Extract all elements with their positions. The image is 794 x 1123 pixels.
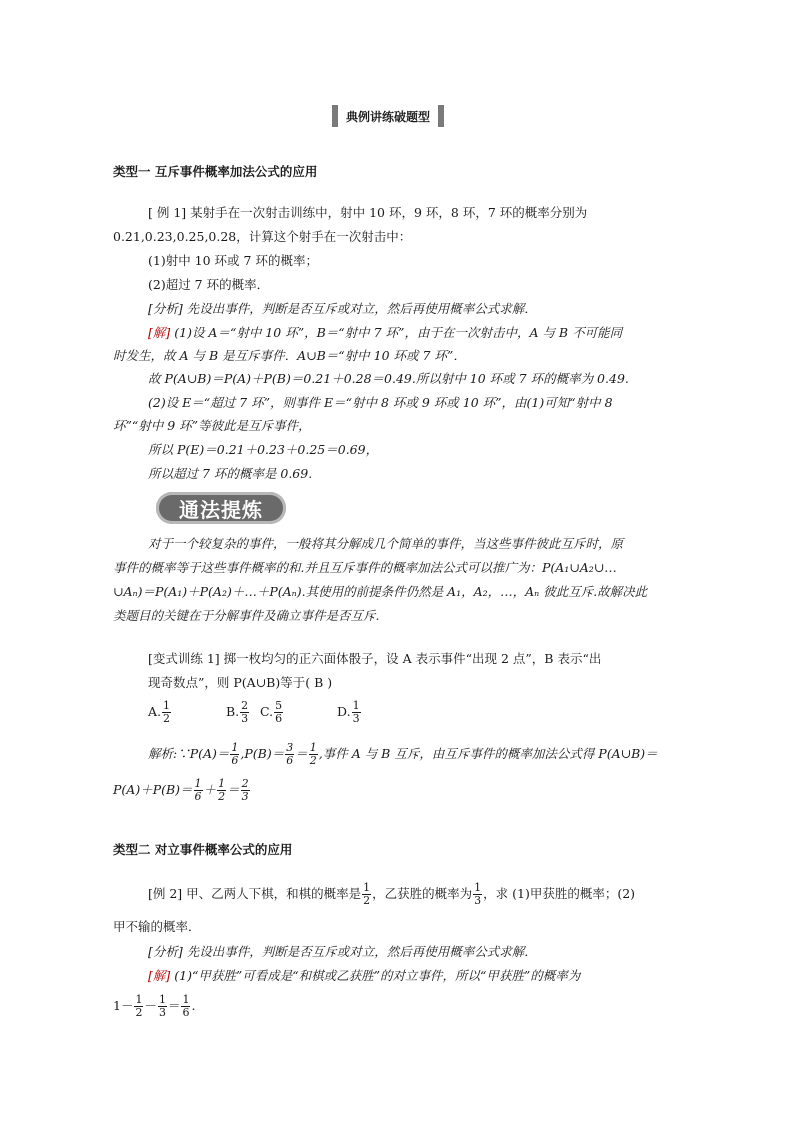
example1-solution-line2: 时发生，故 A 与 B 是互斥事件．A∪B＝“射中 10 环或 7 环”． xyxy=(113,348,466,363)
page-title xyxy=(332,104,444,128)
method-summary-badge: 通法提炼 xyxy=(156,492,286,524)
example2-solution-line2: 1－ $\frac{1}{2}$ － $\frac{1}{3}$ ＝ $\frac{1}{6}$ . xyxy=(113,993,196,1019)
summary-line3: ∪Aₙ)＝P(A₁)＋P(A₂)＋…＋P(Aₙ).其使用的前提条件仍然是 A₁，A₂，…，Aₙ 彼此互斥.故解决此 xyxy=(113,584,648,599)
title-left-bar xyxy=(332,105,338,127)
example1-analysis: [分析] 先设出事件，判断是否互斥或对立，然后再使用概率公式求解． xyxy=(148,301,537,316)
example1-line1: [ 例 1] 某射手在一次射击训练中，射中 10 环，9 环，8 环，7 环的概率分别为 xyxy=(148,205,588,220)
option-b: B. $\frac{2}{3}$ xyxy=(226,699,249,725)
example1-solution-line6: 所以 P(E)＝0.21＋0.23＋0.25＝0.69， xyxy=(148,442,379,457)
title-text: 典例讲练破题型 xyxy=(346,109,431,124)
example1-solution-line1: [解] (1)设 A＝“射中 10 环”，B＝“射中 7 环”，由于在一次射击中，A 与 B 不可能同 xyxy=(148,325,623,340)
solution-tag: [解] xyxy=(148,968,171,983)
title-right-bar xyxy=(438,105,444,127)
summary-line4: 类题目的关键在于分解事件及确立事件是否互斥. xyxy=(113,608,380,623)
example1-q1: (1)射中 10 环或 7 环的概率； xyxy=(148,253,318,268)
section2-heading: 类型二 对立事件概率公式的应用 xyxy=(113,842,293,857)
example2-solution-line1: [解] (1)“甲获胜”可看成是“和棋或乙获胜”的对立事件，所以“甲获胜”的概率为 xyxy=(148,968,581,983)
example1-solution-line3: 故 P(A∪B)＝P(A)＋P(B)＝0.21＋0.28＝0.49.所以射中 10 环或 7 环的概率为 0.49. xyxy=(148,371,629,386)
summary-line2: 事件的概率等于这些事件概率的和.并且互斥事件的概率加法公式可以推广为：P(A₁∪A₂∪… xyxy=(113,560,617,575)
example1-line2: 0.21,0.23,0.25,0.28，计算这个射手在一次射击中： xyxy=(113,229,412,244)
example1-solution-line7: 所以超过 7 环的概率是 0.69. xyxy=(148,466,313,481)
variant1-line1: [变式训练 1] 掷一枚均匀的正六面体骰子，设 A 表示事件“出现 2 点”，B 表示“出 xyxy=(148,651,602,666)
variant1-explanation-line1: 解析:∵P(A)＝ $\frac{1}{6}$ ,P(B)＝ $\frac{3}{6}$ ＝ $\frac{1}{2}$ ,事件 A 与 B 互斥，由互斥事件的概率加法公式得 P(A∪B)＝ xyxy=(148,741,658,767)
example1-solution-line4: (2)设 E＝“超过 7 环”，则事件 E＝“射中 8 环或 9 环或 10 环”，由(1)可知“射中 8 xyxy=(148,395,613,410)
variant1-line2: 现奇数点”，则 P(A∪B)等于( B ) xyxy=(148,675,333,690)
summary-line1: 对于一个较复杂的事件，一般将其分解成几个简单的事件，当这些事件彼此互斥时，原 xyxy=(148,536,624,551)
option-d: D. $\frac{1}{3}$ xyxy=(337,699,360,725)
example2-line2: 甲不输的概率． xyxy=(113,919,201,934)
example1-q2: (2)超过 7 环的概率． xyxy=(148,277,270,292)
solution-tag: [解] xyxy=(148,325,171,340)
example2-analysis: [分析] 先设出事件，判断是否互斥或对立，然后再使用概率公式求解． xyxy=(148,944,537,959)
option-c: C. $\frac{5}{6}$ xyxy=(260,699,283,725)
section1-heading: 类型一 互斥事件概率加法公式的应用 xyxy=(113,164,318,179)
option-a: A. $\frac{1}{2}$ xyxy=(148,699,171,725)
variant1-explanation-line2: P(A)＋P(B)＝ $\frac{1}{6}$ ＋ $\frac{1}{2}$ ＝ $\frac{2}{3}$ xyxy=(113,777,249,803)
example2-line1: [例 2] 甲、乙两人下棋，和棋的概率是 $\frac{1}{2}$ ，乙获胜的概率为 $\frac{1}{3}$ ，求 (1)甲获胜的概率；(2) xyxy=(148,881,636,907)
example1-solution-line5: 环”“射中 9 环”等彼此是互斥事件， xyxy=(113,418,311,433)
